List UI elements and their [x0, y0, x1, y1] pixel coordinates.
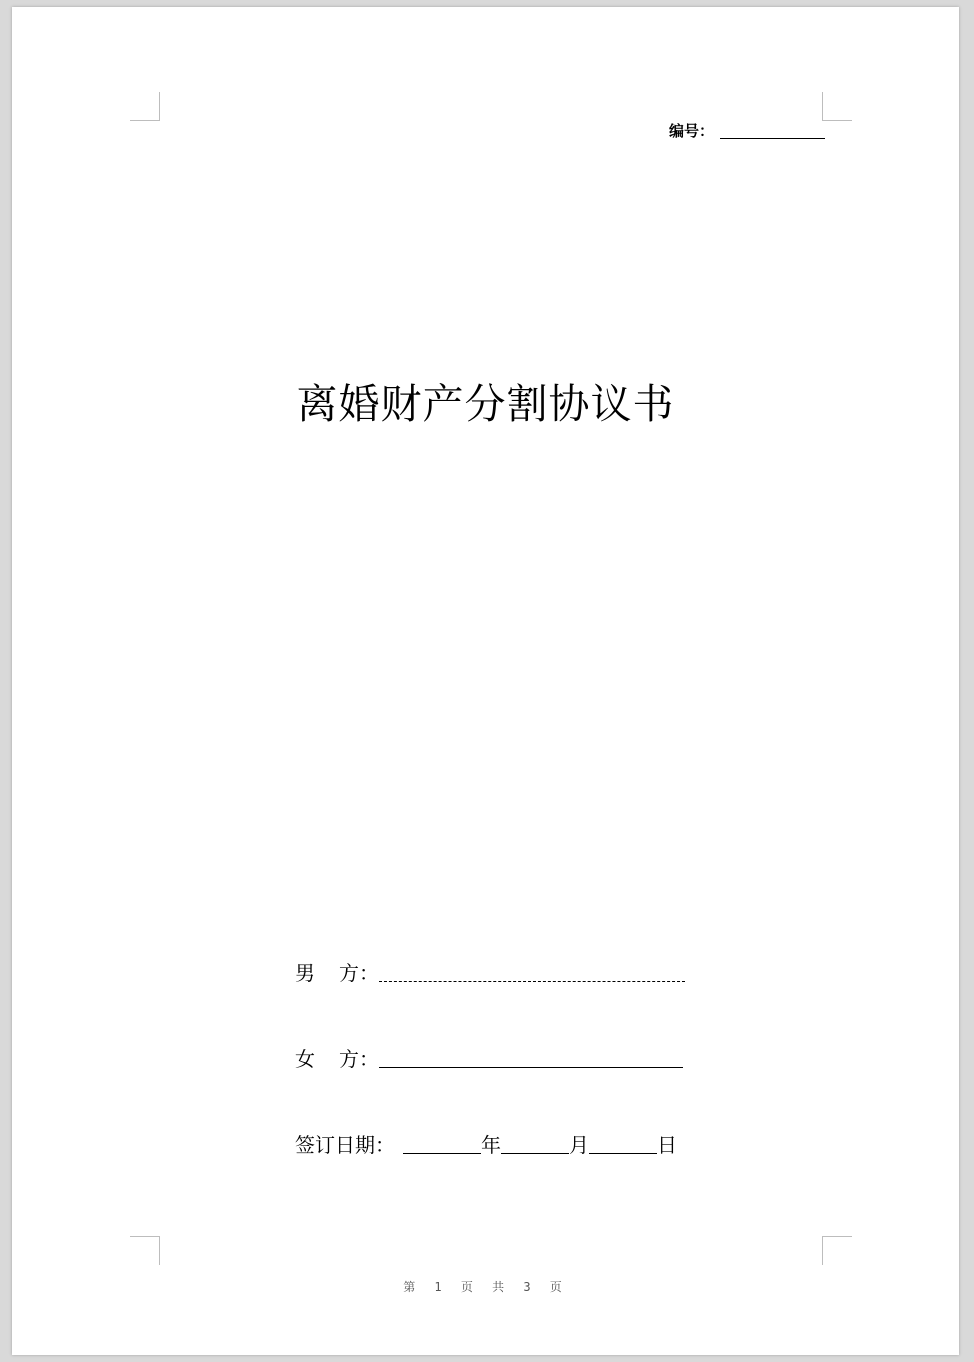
month-label: 月 [569, 1133, 589, 1157]
serial-number-blank[interactable] [720, 138, 825, 139]
margin-corner-top-right [822, 92, 852, 121]
day-label: 日 [657, 1133, 677, 1157]
male-party-label-part2: 方： [339, 961, 379, 985]
female-party-label-part2: 方： [339, 1047, 379, 1071]
female-party-label-part1: 女 [295, 1047, 315, 1071]
serial-number-field [669, 120, 825, 141]
male-party-blank[interactable] [379, 981, 685, 982]
signing-day-blank[interactable] [589, 1153, 657, 1154]
male-party-field [295, 957, 685, 986]
signing-date-label: 签订日期： [295, 1133, 395, 1157]
document-page [12, 7, 959, 1355]
female-party-field [295, 1043, 683, 1072]
signing-date-field [295, 1129, 677, 1158]
signing-month-blank[interactable] [501, 1153, 569, 1154]
document-title: 离婚财产分割协议书 [296, 380, 675, 428]
page-number-footer: 第 1 页 共 3 页 [403, 1280, 568, 1294]
margin-corner-top-left [130, 92, 160, 121]
year-label: 年 [481, 1133, 501, 1157]
male-party-label-part1: 男 [295, 961, 315, 985]
female-party-blank[interactable] [379, 1067, 683, 1068]
serial-number-label: 编号： [669, 122, 715, 140]
signing-year-blank[interactable] [403, 1153, 481, 1154]
margin-corner-bottom-right [822, 1236, 852, 1265]
margin-corner-bottom-left [130, 1236, 160, 1265]
